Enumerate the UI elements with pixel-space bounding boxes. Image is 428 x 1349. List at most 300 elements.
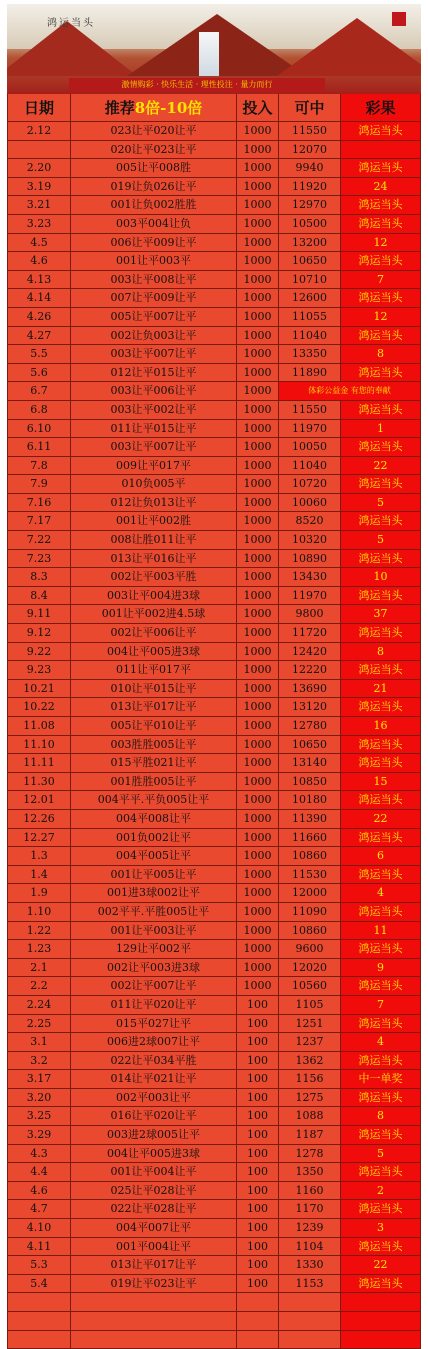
cell-recommend: 004平007让平 bbox=[71, 1219, 237, 1238]
cell-result: 2 bbox=[341, 1182, 421, 1201]
cell-win: 10560 bbox=[279, 977, 341, 996]
table-row bbox=[7, 698, 421, 717]
cell-result: 8 bbox=[341, 643, 421, 662]
cell-result bbox=[341, 141, 421, 160]
table-row bbox=[7, 1052, 421, 1071]
cell-result: 5 bbox=[341, 1145, 421, 1164]
table-body bbox=[7, 122, 421, 1349]
cell-date: 8.4 bbox=[7, 587, 71, 606]
table-row bbox=[7, 531, 421, 550]
cell-win: 11090 bbox=[279, 903, 341, 922]
cell-recommend: 009让平017平 bbox=[71, 457, 237, 476]
cell-stake: 1000 bbox=[237, 605, 279, 624]
mountain-left bbox=[7, 21, 137, 76]
cell-date: 4.11 bbox=[7, 1238, 71, 1257]
cell-win: 13690 bbox=[279, 680, 341, 699]
cell-stake: 1000 bbox=[237, 810, 279, 829]
table-row bbox=[7, 661, 421, 680]
cell-date: 3.19 bbox=[7, 178, 71, 197]
cell-win: 10500 bbox=[279, 215, 341, 234]
cell-recommend: 022让平028让平 bbox=[71, 1200, 237, 1219]
cell-stake: 1000 bbox=[237, 922, 279, 941]
cell-date: 2.12 bbox=[7, 122, 71, 141]
cell-date: 3.1 bbox=[7, 1033, 71, 1052]
cell-date: 3.20 bbox=[7, 1089, 71, 1108]
cell-result: 鸿运当头 bbox=[341, 475, 421, 494]
cell-date: 11.08 bbox=[7, 717, 71, 736]
cell-result: 鸿运当头 bbox=[341, 550, 421, 569]
cell-stake: 1000 bbox=[237, 884, 279, 903]
table-row bbox=[7, 1331, 421, 1349]
cell-result: 4 bbox=[341, 884, 421, 903]
cell-recommend: 020让平023让平 bbox=[71, 141, 237, 160]
cell-win: 11390 bbox=[279, 810, 341, 829]
cell-result: 4 bbox=[341, 1033, 421, 1052]
cell-stake: 100 bbox=[237, 1070, 279, 1089]
cell-result: 中一单奖 bbox=[341, 1070, 421, 1089]
table-row bbox=[7, 345, 421, 364]
cell-result: 鸿运当头 bbox=[341, 159, 421, 178]
cell-recommend: 022让平034平胜 bbox=[71, 1052, 237, 1071]
cell-recommend: 019让负026让平 bbox=[71, 178, 237, 197]
cell-stake: 1000 bbox=[237, 568, 279, 587]
banner-title: 鸿运当头 bbox=[47, 18, 95, 29]
cell-win: 1187 bbox=[279, 1126, 341, 1145]
cell-win: 1239 bbox=[279, 1219, 341, 1238]
table-row bbox=[7, 1163, 421, 1182]
cell-date: 3.21 bbox=[7, 196, 71, 215]
table-row bbox=[7, 271, 421, 290]
cell-win: 10890 bbox=[279, 550, 341, 569]
table-row bbox=[7, 977, 421, 996]
cell-stake: 1000 bbox=[237, 754, 279, 773]
cell-result: 鸿运当头 bbox=[341, 438, 421, 457]
cell-stake: 1000 bbox=[237, 494, 279, 513]
table-row bbox=[7, 829, 421, 848]
cell-date: 4.10 bbox=[7, 1219, 71, 1238]
cell-date: 8.3 bbox=[7, 568, 71, 587]
table-row bbox=[7, 252, 421, 271]
cell-recommend: 003让平002让平 bbox=[71, 401, 237, 420]
cell-date: 4.4 bbox=[7, 1163, 71, 1182]
cell-stake: 1000 bbox=[237, 308, 279, 327]
cell-stake: 100 bbox=[237, 1163, 279, 1182]
cell-win: 1088 bbox=[279, 1107, 341, 1126]
table-row bbox=[7, 141, 421, 160]
cell-recommend: 010负005平 bbox=[71, 475, 237, 494]
cell-stake: 1000 bbox=[237, 587, 279, 606]
cell-date: 11.10 bbox=[7, 736, 71, 755]
table-row bbox=[7, 122, 421, 141]
table-row bbox=[7, 401, 421, 420]
cell-win: 12020 bbox=[279, 959, 341, 978]
cell-result: 鸿运当头 bbox=[341, 940, 421, 959]
cell-result: 鸿运当头 bbox=[341, 661, 421, 680]
table-row bbox=[7, 494, 421, 513]
table-row bbox=[7, 289, 421, 308]
cell-recommend: 010让平015让平 bbox=[71, 680, 237, 699]
cell-win: 11040 bbox=[279, 457, 341, 476]
cell-recommend: 019让平023让平 bbox=[71, 1275, 237, 1294]
table-row bbox=[7, 196, 421, 215]
cell-win: 9600 bbox=[279, 940, 341, 959]
cell-recommend: 005让平008胜 bbox=[71, 159, 237, 178]
cell-date: 9.22 bbox=[7, 643, 71, 662]
cell-date: 10.22 bbox=[7, 698, 71, 717]
cell-result: 鸿运当头 bbox=[341, 364, 421, 383]
cell-result: 鸿运当头 bbox=[341, 587, 421, 606]
cell-recommend: 002平003让平 bbox=[71, 1089, 237, 1108]
cell-stake: 1000 bbox=[237, 829, 279, 848]
banner-image bbox=[7, 4, 421, 94]
cell-win: 1362 bbox=[279, 1052, 341, 1071]
cell-recommend: 002让平003进3球 bbox=[71, 959, 237, 978]
cell-stake: 100 bbox=[237, 1052, 279, 1071]
table-row bbox=[7, 1126, 421, 1145]
cell-win: 12970 bbox=[279, 196, 341, 215]
cell-win: 体彩公益金 有您的奉献 bbox=[279, 382, 421, 401]
cell-win: 1170 bbox=[279, 1200, 341, 1219]
cell-recommend bbox=[71, 1293, 237, 1312]
cell-result: 15 bbox=[341, 773, 421, 792]
cell-recommend: 003让平007让平 bbox=[71, 438, 237, 457]
cell-stake: 1000 bbox=[237, 382, 279, 401]
cell-result: 3 bbox=[341, 1219, 421, 1238]
cell-result: 7 bbox=[341, 996, 421, 1015]
cell-win: 10650 bbox=[279, 736, 341, 755]
table-row bbox=[7, 512, 421, 531]
cell-result: 22 bbox=[341, 810, 421, 829]
cell-stake: 100 bbox=[237, 1275, 279, 1294]
table-row bbox=[7, 996, 421, 1015]
cell-result: 鸿运当头 bbox=[341, 215, 421, 234]
table-row bbox=[7, 215, 421, 234]
cell-win: 11970 bbox=[279, 420, 341, 439]
cell-date: 7.16 bbox=[7, 494, 71, 513]
table-row bbox=[7, 1145, 421, 1164]
cell-recommend: 001平004让平 bbox=[71, 1238, 237, 1257]
cell-win: 11720 bbox=[279, 624, 341, 643]
cell-date: 1.3 bbox=[7, 847, 71, 866]
cell-stake: 1000 bbox=[237, 550, 279, 569]
cell-date: 1.23 bbox=[7, 940, 71, 959]
table-header bbox=[7, 94, 421, 122]
cell-stake: 1000 bbox=[237, 903, 279, 922]
cell-stake: 1000 bbox=[237, 791, 279, 810]
cell-result: 7 bbox=[341, 271, 421, 290]
cell-date: 7.17 bbox=[7, 512, 71, 531]
table-row bbox=[7, 810, 421, 829]
cell-date: 1.10 bbox=[7, 903, 71, 922]
cell-win: 10650 bbox=[279, 252, 341, 271]
cell-win: 11550 bbox=[279, 122, 341, 141]
table-row bbox=[7, 1256, 421, 1275]
cell-recommend: 011让平017平 bbox=[71, 661, 237, 680]
table-row bbox=[7, 605, 421, 624]
cell-recommend: 004让平005进3球 bbox=[71, 1145, 237, 1164]
cell-win bbox=[279, 1293, 341, 1312]
header-result: 彩果 bbox=[341, 94, 421, 122]
cell-date: 5.4 bbox=[7, 1275, 71, 1294]
cell-result: 鸿运当头 bbox=[341, 791, 421, 810]
cell-result: 12 bbox=[341, 234, 421, 253]
cell-result: 鸿运当头 bbox=[341, 829, 421, 848]
cell-stake: 1000 bbox=[237, 457, 279, 476]
cell-recommend: 001让平004让平 bbox=[71, 1163, 237, 1182]
table-row bbox=[7, 475, 421, 494]
cell-win: 12000 bbox=[279, 884, 341, 903]
cell-stake: 1000 bbox=[237, 773, 279, 792]
cell-win: 11890 bbox=[279, 364, 341, 383]
cell-recommend: 001负002让平 bbox=[71, 829, 237, 848]
cell-date: 2.24 bbox=[7, 996, 71, 1015]
cell-recommend: 007让平009让平 bbox=[71, 289, 237, 308]
table-row bbox=[7, 1238, 421, 1257]
cell-stake: 1000 bbox=[237, 475, 279, 494]
cell-recommend: 013让平016让平 bbox=[71, 550, 237, 569]
cell-recommend: 003平004让负 bbox=[71, 215, 237, 234]
cell-recommend: 003胜胜005让平 bbox=[71, 736, 237, 755]
cell-result: 5 bbox=[341, 531, 421, 550]
cell-win: 11920 bbox=[279, 178, 341, 197]
cell-date: 1.4 bbox=[7, 866, 71, 885]
cell-win: 1278 bbox=[279, 1145, 341, 1164]
cell-date: 5.3 bbox=[7, 1256, 71, 1275]
cell-recommend: 025让平028让平 bbox=[71, 1182, 237, 1201]
cell-win: 11970 bbox=[279, 587, 341, 606]
cell-win: 9940 bbox=[279, 159, 341, 178]
table-row bbox=[7, 1070, 421, 1089]
cell-win: 1104 bbox=[279, 1238, 341, 1257]
cell-stake: 100 bbox=[237, 1145, 279, 1164]
cell-win: 11660 bbox=[279, 829, 341, 848]
cell-win: 1330 bbox=[279, 1256, 341, 1275]
table-row bbox=[7, 308, 421, 327]
cell-date: 3.23 bbox=[7, 215, 71, 234]
cell-recommend: 001让平002进4.5球 bbox=[71, 605, 237, 624]
cell-date bbox=[7, 1312, 71, 1331]
cell-win: 9800 bbox=[279, 605, 341, 624]
cell-recommend: 008让胜011让平 bbox=[71, 531, 237, 550]
cell-result: 11 bbox=[341, 922, 421, 941]
cell-win: 10320 bbox=[279, 531, 341, 550]
cell-result: 鸿运当头 bbox=[341, 327, 421, 346]
cell-win: 1153 bbox=[279, 1275, 341, 1294]
table-row bbox=[7, 884, 421, 903]
header-win: 可中 bbox=[279, 94, 341, 122]
cell-date: 7.9 bbox=[7, 475, 71, 494]
banner-slogan: 激情购彩 · 快乐生活 · 理性投注 · 量力而行 bbox=[69, 78, 325, 92]
seal-stamp bbox=[392, 12, 406, 26]
cell-stake: 100 bbox=[237, 1238, 279, 1257]
table-row bbox=[7, 773, 421, 792]
cell-result: 鸿运当头 bbox=[341, 698, 421, 717]
cell-result: 鸿运当头 bbox=[341, 122, 421, 141]
cell-result bbox=[341, 1331, 421, 1349]
cell-stake: 100 bbox=[237, 1126, 279, 1145]
cell-recommend: 015平胜021让平 bbox=[71, 754, 237, 773]
cell-result: 22 bbox=[341, 457, 421, 476]
table-row bbox=[7, 1200, 421, 1219]
cell-stake: 1000 bbox=[237, 122, 279, 141]
table-row bbox=[7, 903, 421, 922]
cell-recommend: 002让负003让平 bbox=[71, 327, 237, 346]
cell-date: 2.2 bbox=[7, 977, 71, 996]
table-row bbox=[7, 587, 421, 606]
cell-date: 9.23 bbox=[7, 661, 71, 680]
cell-date: 4.3 bbox=[7, 1145, 71, 1164]
cell-win: 8520 bbox=[279, 512, 341, 531]
cell-win: 10050 bbox=[279, 438, 341, 457]
cell-result: 鸿运当头 bbox=[341, 903, 421, 922]
table-row bbox=[7, 1312, 421, 1331]
table-row bbox=[7, 1089, 421, 1108]
cell-recommend: 006进2球007让平 bbox=[71, 1033, 237, 1052]
cell-date: 6.11 bbox=[7, 438, 71, 457]
cell-recommend: 001让平005让平 bbox=[71, 866, 237, 885]
cell-win: 12220 bbox=[279, 661, 341, 680]
cell-result: 24 bbox=[341, 178, 421, 197]
cell-result: 鸿运当头 bbox=[341, 1089, 421, 1108]
cell-result: 1 bbox=[341, 420, 421, 439]
header-date: 日期 bbox=[7, 94, 71, 122]
cell-stake: 1000 bbox=[237, 215, 279, 234]
cell-stake: 100 bbox=[237, 1200, 279, 1219]
cell-date bbox=[7, 141, 71, 160]
cell-recommend: 129让平002平 bbox=[71, 940, 237, 959]
cell-result: 鸿运当头 bbox=[341, 866, 421, 885]
cell-recommend: 003让平006让平 bbox=[71, 382, 237, 401]
cell-result: 鸿运当头 bbox=[341, 1200, 421, 1219]
cell-stake: 1000 bbox=[237, 141, 279, 160]
cell-recommend: 001让平002胜 bbox=[71, 512, 237, 531]
cell-date: 7.8 bbox=[7, 457, 71, 476]
cell-recommend: 003让平007让平 bbox=[71, 345, 237, 364]
table-row bbox=[7, 866, 421, 885]
cell-date: 4.27 bbox=[7, 327, 71, 346]
cell-stake: 1000 bbox=[237, 159, 279, 178]
cell-date: 11.30 bbox=[7, 773, 71, 792]
cell-date: 6.7 bbox=[7, 382, 71, 401]
cell-recommend: 005让平010让平 bbox=[71, 717, 237, 736]
table-row bbox=[7, 1033, 421, 1052]
cell-date bbox=[7, 1331, 71, 1349]
cell-win: 10180 bbox=[279, 791, 341, 810]
cell-result: 鸿运当头 bbox=[341, 1163, 421, 1182]
cell-date: 5.5 bbox=[7, 345, 71, 364]
cell-date: 12.01 bbox=[7, 791, 71, 810]
cell-date: 4.5 bbox=[7, 234, 71, 253]
table-row bbox=[7, 717, 421, 736]
cell-stake: 1000 bbox=[237, 698, 279, 717]
cell-date: 4.13 bbox=[7, 271, 71, 290]
cell-stake: 1000 bbox=[237, 438, 279, 457]
cell-stake bbox=[237, 1331, 279, 1349]
cell-recommend: 023让平020让平 bbox=[71, 122, 237, 141]
cell-date: 3.29 bbox=[7, 1126, 71, 1145]
cell-date: 3.2 bbox=[7, 1052, 71, 1071]
mountain-right bbox=[277, 18, 421, 76]
cell-win: 10720 bbox=[279, 475, 341, 494]
table-row bbox=[7, 420, 421, 439]
cell-date: 6.8 bbox=[7, 401, 71, 420]
cell-recommend: 012让负013让平 bbox=[71, 494, 237, 513]
cell-date: 2.25 bbox=[7, 1015, 71, 1034]
cell-stake: 1000 bbox=[237, 736, 279, 755]
cell-win: 10710 bbox=[279, 271, 341, 290]
cell-win: 12780 bbox=[279, 717, 341, 736]
cell-date: 1.22 bbox=[7, 922, 71, 941]
cell-stake: 1000 bbox=[237, 178, 279, 197]
cell-win: 12600 bbox=[279, 289, 341, 308]
cell-recommend: 006让平009让平 bbox=[71, 234, 237, 253]
cell-win: 1105 bbox=[279, 996, 341, 1015]
cell-stake: 1000 bbox=[237, 661, 279, 680]
cell-stake: 1000 bbox=[237, 364, 279, 383]
cell-result: 鸿运当头 bbox=[341, 512, 421, 531]
cell-result bbox=[341, 1293, 421, 1312]
table-row bbox=[7, 680, 421, 699]
cell-stake: 1000 bbox=[237, 289, 279, 308]
cell-recommend: 003让平004进3球 bbox=[71, 587, 237, 606]
cell-win: 12070 bbox=[279, 141, 341, 160]
cell-stake: 1000 bbox=[237, 420, 279, 439]
cell-win: 12420 bbox=[279, 643, 341, 662]
cell-recommend: 001胜胜005让平 bbox=[71, 773, 237, 792]
cell-win: 11055 bbox=[279, 308, 341, 327]
cell-result: 鸿运当头 bbox=[341, 624, 421, 643]
cell-stake: 1000 bbox=[237, 624, 279, 643]
table-row bbox=[7, 327, 421, 346]
cell-recommend: 001让平003让平 bbox=[71, 922, 237, 941]
cell-recommend: 013让平017让平 bbox=[71, 1256, 237, 1275]
table-row bbox=[7, 940, 421, 959]
cell-win: 10850 bbox=[279, 773, 341, 792]
cell-date: 12.26 bbox=[7, 810, 71, 829]
cell-win: 13140 bbox=[279, 754, 341, 773]
cell-result: 鸿运当头 bbox=[341, 1126, 421, 1145]
cell-win bbox=[279, 1331, 341, 1349]
cell-date: 4.6 bbox=[7, 1182, 71, 1201]
cell-win: 1160 bbox=[279, 1182, 341, 1201]
cell-stake: 100 bbox=[237, 1033, 279, 1052]
cell-win: 1156 bbox=[279, 1070, 341, 1089]
cell-result: 21 bbox=[341, 680, 421, 699]
cell-stake: 100 bbox=[237, 1107, 279, 1126]
cell-result: 37 bbox=[341, 605, 421, 624]
cell-result: 鸿运当头 bbox=[341, 1275, 421, 1294]
table-row bbox=[7, 1182, 421, 1201]
cell-win: 1237 bbox=[279, 1033, 341, 1052]
cell-win bbox=[279, 1312, 341, 1331]
table-row bbox=[7, 178, 421, 197]
cell-recommend: 001让负002胜胜 bbox=[71, 196, 237, 215]
cell-result: 9 bbox=[341, 959, 421, 978]
cell-stake: 1000 bbox=[237, 271, 279, 290]
cell-stake: 1000 bbox=[237, 866, 279, 885]
cell-win: 11530 bbox=[279, 866, 341, 885]
cell-recommend bbox=[71, 1312, 237, 1331]
cell-win: 10060 bbox=[279, 494, 341, 513]
cell-recommend: 004平008让平 bbox=[71, 810, 237, 829]
cell-stake: 1000 bbox=[237, 234, 279, 253]
cell-recommend: 002让平007让平 bbox=[71, 977, 237, 996]
cell-recommend: 014让平021让平 bbox=[71, 1070, 237, 1089]
cell-result: 12 bbox=[341, 308, 421, 327]
cell-stake: 1000 bbox=[237, 252, 279, 271]
cell-stake: 1000 bbox=[237, 847, 279, 866]
cell-date: 2.1 bbox=[7, 959, 71, 978]
